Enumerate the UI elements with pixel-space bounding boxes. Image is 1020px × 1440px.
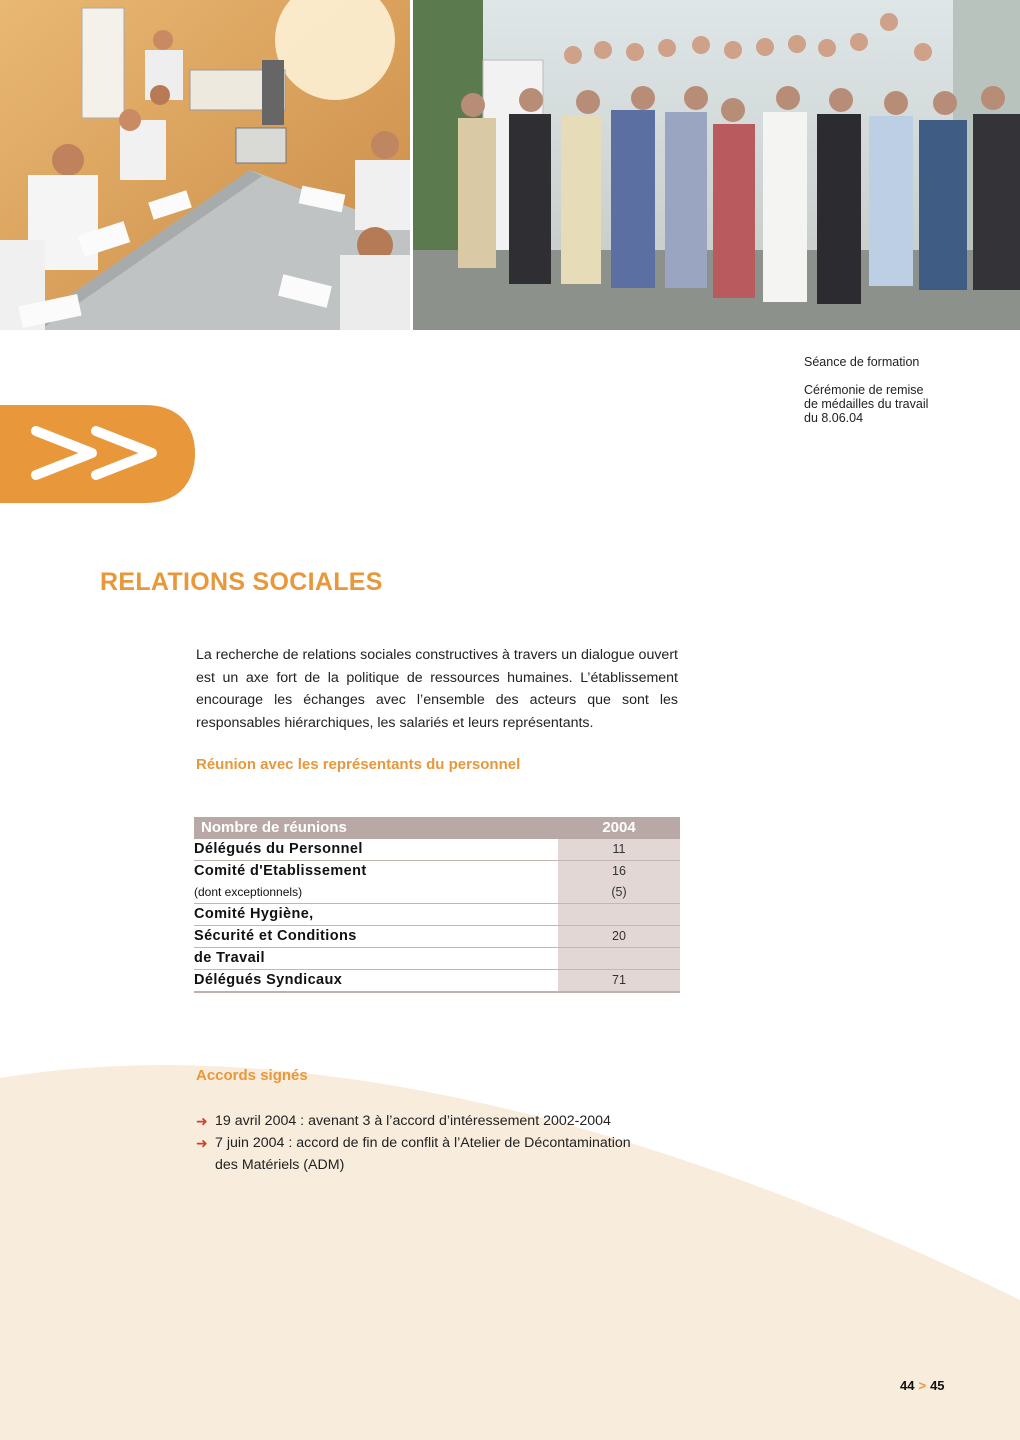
row-label: Sécurité et Conditions — [194, 926, 558, 948]
row-value: 20 — [558, 926, 680, 948]
accords-list — [196, 1110, 676, 1176]
intro-paragraph: La recherche de relations sociales constructives à travers un dialogue ouvert est un axe fort de la politique de ressources humaines. L’établissement encourage les échanges avec l’ensemble des acteurs que sont les responsables hiérarchiques, les salariés et leurs représentants. — [196, 647, 678, 731]
table-header-label: Nombre de réunions — [194, 817, 558, 839]
row-label: de Travail — [194, 948, 558, 970]
row-label: Délégués Syndicaux — [194, 970, 558, 993]
row-label: Comité d'Etablissement — [194, 863, 367, 879]
arrow-right-icon: ➜ — [196, 1113, 208, 1129]
list-item — [196, 1110, 676, 1132]
table-row — [194, 904, 680, 926]
photo-captions — [804, 355, 1004, 439]
caption-line: du 8.06.04 — [804, 411, 864, 425]
table-header-year: 2004 — [558, 817, 680, 839]
row-value — [558, 904, 680, 926]
list-item-text: des Matériels (ADM) — [215, 1157, 345, 1173]
table-header-row — [194, 817, 680, 839]
row-value: 11 — [558, 839, 680, 861]
arrow-right-icon: ➜ — [196, 1135, 208, 1151]
page-number-separator: > — [918, 1378, 927, 1393]
caption-medal-ceremony — [804, 383, 1004, 425]
caption-line: Cérémonie de remise — [804, 383, 924, 397]
page-number-left: 44 — [900, 1378, 915, 1393]
list-item-text: 7 juin 2004 : accord de fin de conflit à l’Atelier de Décontamination — [215, 1135, 631, 1151]
row-label: (dont exceptionnels) — [194, 882, 558, 904]
page-number — [900, 1378, 945, 1393]
reunion-heading: Réunion avec les représentants du personnel — [196, 756, 521, 773]
row-value: 71 — [558, 970, 680, 993]
caption-line: de médailles du travail — [804, 397, 929, 411]
double-chevron-icon — [0, 405, 200, 505]
accords-heading: Accords signés — [196, 1067, 308, 1084]
row-value: 16 — [558, 861, 680, 883]
table-row — [194, 861, 680, 883]
row-value — [558, 948, 680, 970]
row-label: Délégués du Personnel — [194, 839, 558, 861]
table-row — [194, 839, 680, 861]
section-title: RELATIONS SOCIALES — [100, 568, 383, 596]
table-row — [194, 970, 680, 993]
training-session-photo — [0, 0, 410, 330]
table-row — [194, 882, 680, 904]
caption-training-session: Séance de formation — [804, 355, 920, 369]
meetings-table — [194, 817, 680, 993]
row-label: Comité Hygiène, — [194, 904, 558, 926]
row-value: (5) — [558, 882, 680, 904]
medal-ceremony-photo — [413, 0, 1020, 330]
table-row — [194, 926, 680, 948]
page-number-right: 45 — [930, 1378, 945, 1393]
list-item-text: 19 avril 2004 : avenant 3 à l’accord d’intéressement 2002-2004 — [215, 1113, 611, 1129]
table-row — [194, 948, 680, 970]
list-item — [196, 1132, 676, 1176]
